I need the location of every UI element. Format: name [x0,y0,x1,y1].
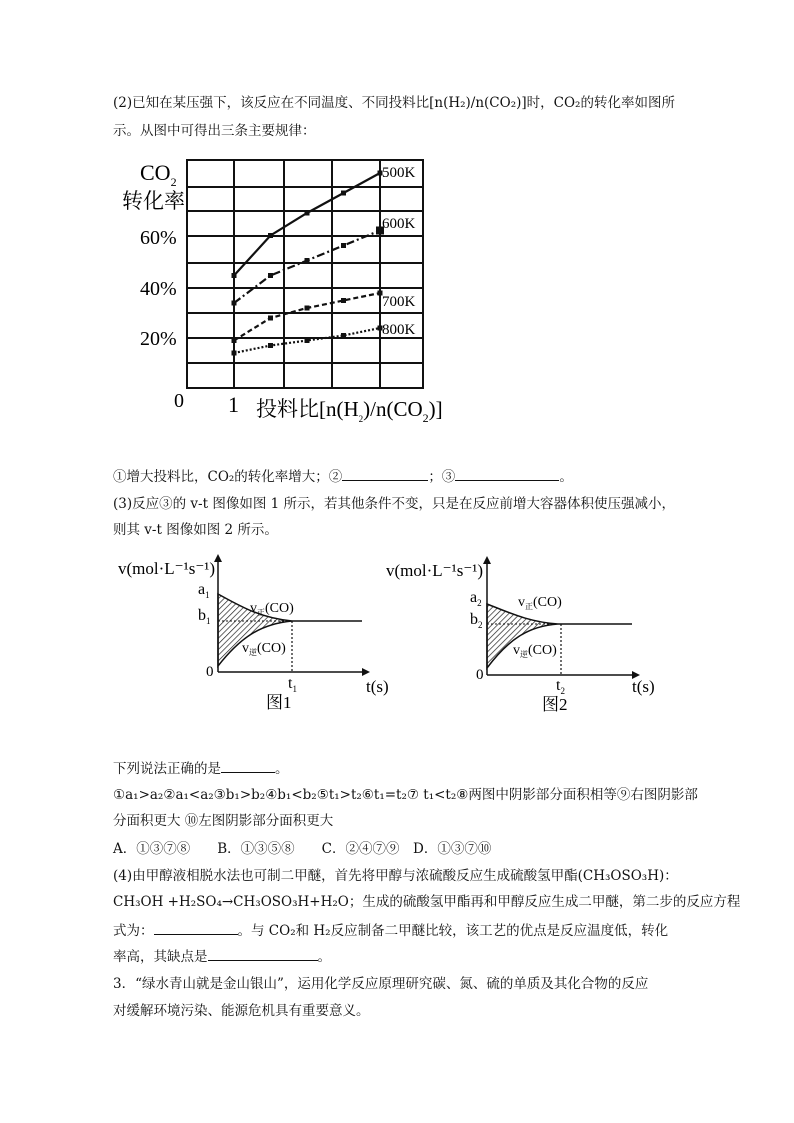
vt-figure-1 [118,554,389,712]
q3-line1: (3)反应③的 v-t 图像如图 1 所示，若其他条件不变，只是在反应前增大容器体积使压强减小， [113,496,675,512]
fig1-vrev: $v_逆(CO)$ [242,641,286,657]
answer-blank-equation[interactable] [154,920,238,935]
fig2-origin: 0 [476,667,484,683]
y-tick-20: 20% [140,328,177,350]
q4-line4-end: 。 [317,949,331,965]
q3-main-line1: 3．“绿水青山就是金山银山”，运用化学反应原理研究碳、氮、硫的单质及其化合物的反应 [113,976,649,992]
answer-blank-3[interactable] [455,466,559,481]
fig2-t2: $t_2$ [556,677,565,696]
chart-xlabel: 投料比$[n(H_2)/n(CO_2)]$ [256,397,443,425]
series-point-600k [341,243,346,248]
series-label-500k: 500K [382,165,416,181]
fig2-ylabel: v(mol·L⁻¹s⁻¹) [386,561,484,580]
q3-options: A．①③⑦⑧ B．①③⑤⑧ C．②④⑦⑨ D．①③⑦⑩ [113,841,492,857]
q2-line2: 示。从图中可得出三条主要规律： [113,123,316,139]
answer-blank-q3[interactable] [221,758,275,773]
vt-figures [110,548,670,748]
fig2-vrev: $v_逆(CO)$ [513,643,557,659]
q4-line3-start: 式为： [113,923,154,939]
rule-text-3: 。 [559,469,573,485]
chart-origin: 0 [174,390,184,412]
chart-ylabel-co2: $CO_2$ [140,160,177,189]
fig1-vfwd: $v_正(CO)$ [250,601,294,617]
rule-text-2: ；③ [428,469,456,485]
series-point-700k [232,338,237,343]
q4-line2: CH₃OH +H₂SO₄→CH₃OSO₃H+H₂O；生成的硫酸氢甲酯再和甲醇反应生成二甲醚，第二步的反应方程 [113,894,741,910]
fig1-a1: $a_1$ [198,581,210,600]
fig1-t1: $t_1$ [288,675,297,694]
series-point-700k [305,306,310,311]
series-label-600k: 600K [382,216,416,232]
q3-line2: 则其 v-t 图像如图 2 所示。 [113,522,278,538]
series-point-700k [341,298,346,303]
rule-line [113,466,573,487]
y-tick-60: 60% [140,227,177,249]
q3-stem-text: 下列说法正确的是 [113,761,221,777]
series-label-700k: 700K [382,294,416,310]
series-point-800k [268,343,273,348]
series-point-500k [268,233,273,238]
q3-items-line1: ①a₁>a₂②a₁<a₂③b₁>b₂④b₁<b₂⑤t₁>t₂⑥t₁=t₂⑦ t₁<t₂⑧两图中阴影部分面积相等⑨右图阴影部 [113,787,698,803]
q3-items-line2: 分面积更大 ⑩左图阴影部分面积更大 [113,813,334,829]
vt-figure-2 [386,556,655,714]
series-point-600k [268,273,273,278]
series-point-500k [232,273,237,278]
fig1-xlabel: t(s) [366,677,389,696]
series-line-600k [234,231,380,304]
series-point-800k [232,351,237,356]
series-point-500k [341,191,346,196]
series-point-600k [305,258,310,263]
fig1-ylabel: v(mol·L⁻¹s⁻¹) [118,559,216,578]
series-point-800k [305,338,310,343]
q3-stem-end: 。 [275,761,289,777]
y-tick-40: 40% [140,278,177,300]
fig2-a2: $a_2$ [470,589,482,608]
fig2-b2: $b_2$ [470,611,483,630]
q4-line4-start: 率高，其缺点是 [113,949,208,965]
q4-line3 [113,920,668,941]
q2-line1: (2)已知在某压强下，该反应在不同温度、不同投料比[n(H₂)/n(CO₂)]时，CO₂的转化率如图所 [113,95,675,111]
series-point-800k [341,333,346,338]
conversion-chart [110,150,450,430]
fig1-b1: $b_1$ [198,607,211,626]
series-point-600k [232,301,237,306]
q4-line3-rest: 。与 CO₂和 H₂反应制备二甲醚比较，该工艺的优点是反应温度低，转化 [237,923,669,939]
fig2-xlabel: t(s) [632,677,655,696]
q3-stem [113,758,289,779]
q4-line1: (4)由甲醇液相脱水法也可制二甲醚，首先将甲醇与浓硫酸反应生成硫酸氢甲酯(CH₃OSO₃H)： [113,868,678,884]
x-tick-1: 1 [228,392,239,417]
rule-text-1: ①增大投料比，CO₂的转化率增大；② [113,469,343,485]
chart-grid [187,160,423,388]
fig2-caption: 图2 [542,695,568,714]
answer-blank-drawback[interactable] [208,946,318,961]
q3-main-line2: 对缓解环境污染、能源危机具有重要意义。 [113,1003,370,1019]
series-point-700k [268,316,273,321]
fig2-vfwd: $v_正(CO)$ [518,595,562,611]
series-point-500k [305,211,310,216]
q4-line4 [113,946,331,967]
chart-ylabel-rate: 转化率 [122,189,185,213]
answer-blank-2[interactable] [342,466,428,481]
fig1-origin: 0 [206,664,214,680]
series-label-800k: 800K [382,322,416,338]
fig1-caption: 图1 [266,693,292,712]
